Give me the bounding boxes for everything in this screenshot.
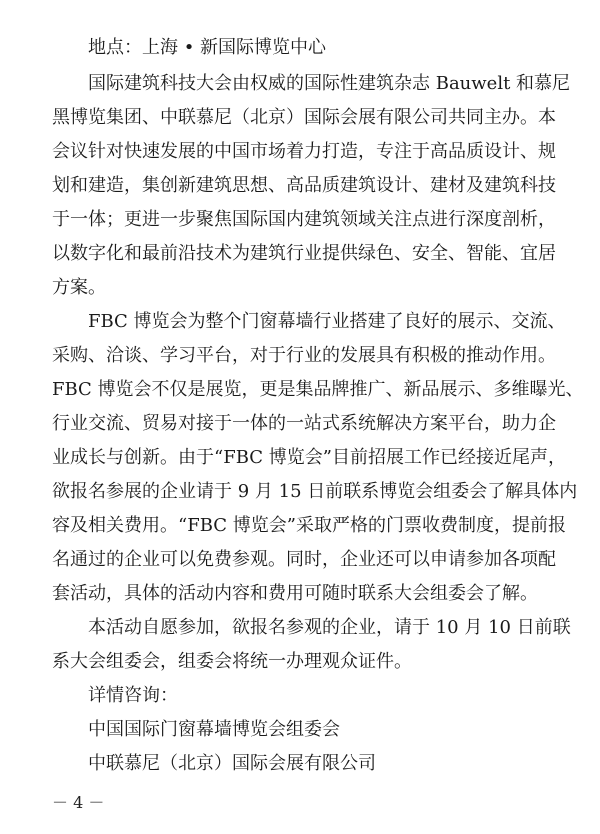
paragraph-2-line-6: 欲报名参展的企业请于 9 月 15 日前联系博览会组委会了解具体内 <box>52 481 578 502</box>
paragraph-1-line-5: 于一体；更进一步聚焦国际国内建筑领域关注点进行深度剖析， <box>52 209 556 230</box>
contact-organizer-2: 中联慕尼（北京）国际会展有限公司 <box>88 753 376 774</box>
paragraph-2-line-8: 名通过的企业可以免费参观。同时，企业还可以申请参加各项配 <box>52 549 556 570</box>
contact-heading: 详情咨询： <box>88 685 178 706</box>
paragraph-1-line-1: 国际建筑科技大会由权威的国际性建筑杂志 Bauwelt 和慕尼 <box>88 73 571 94</box>
paragraph-2-line-3: FBC 博览会不仅是展览，更是集品牌推广、新品展示、多维曝光、 <box>52 379 584 400</box>
paragraph-2-line-1: FBC 博览会为整个门窗幕墙行业搭建了良好的展示、交流、 <box>88 311 566 332</box>
paragraph-2-line-7: 容及相关费用。“FBC 博览会”采取严格的门票收费制度，提前报 <box>52 515 566 536</box>
paragraph-3-line-2: 系大会组委会，组委会将统一办理观众证件。 <box>52 651 412 672</box>
paragraph-2-line-9: 套活动，具体的活动内容和费用可随时联系大会组委会了解。 <box>52 583 538 604</box>
paragraph-1-line-7: 方案。 <box>52 277 106 298</box>
paragraph-1-line-3: 会议针对快速发展的中国市场着力打造，专注于高品质设计、规 <box>52 141 556 162</box>
paragraph-2-line-5: 业成长与创新。由于“FBC 博览会”目前招展工作已经接近尾声， <box>52 447 566 468</box>
paragraph-1-line-4: 划和建造，集创新建筑思想、高品质建筑设计、建材及建筑科技 <box>52 175 556 196</box>
paragraph-3-line-1: 本活动自愿参加，欲报名参观的企业，请于 10 月 10 日前联 <box>88 617 571 638</box>
location-line: 地点：上海 • 新国际博览中心 <box>88 37 327 58</box>
paragraph-1-line-6: 以数字化和最前沿技术为建筑行业提供绿色、安全、智能、宜居 <box>52 243 556 264</box>
paragraph-1-line-2: 黑博览集团、中联慕尼（北京）国际会展有限公司共同主办。本 <box>52 107 556 128</box>
page-number: － 4 － <box>52 793 105 812</box>
paragraph-2-line-4: 行业交流、贸易对接于一体的一站式系统解决方案平台，助力企 <box>52 413 556 434</box>
contact-organizer-1: 中国国际门窗幕墙博览会组委会 <box>88 719 340 740</box>
paragraph-2-line-2: 采购、洽谈、学习平台，对于行业的发展具有积极的推动作用。 <box>52 345 556 366</box>
